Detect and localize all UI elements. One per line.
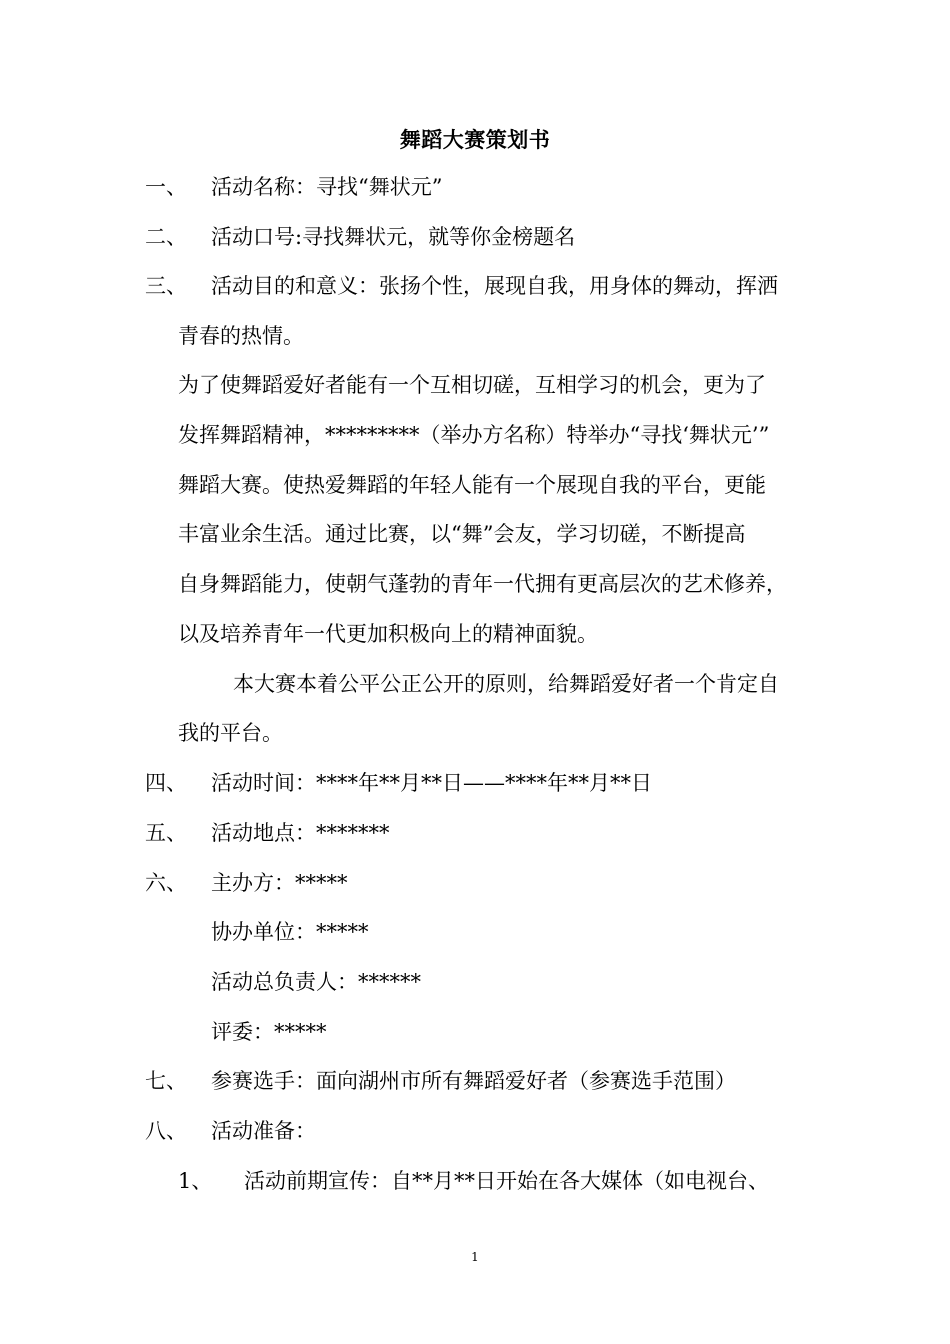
section-text-4: 活动时间：****年**月**日——****年**月**日 [211,771,652,795]
section-number-7: 七、 [145,1069,187,1093]
paragraph-1-line-4: 丰富业余生活。通过比赛，以“舞”会友，学习切磋，不断提高 [178,522,746,546]
section-6-item-1: 协办单位：***** [211,920,369,944]
section-text-6: 主办方：***** [211,871,348,895]
page-number: 1 [471,1250,479,1264]
document-title: 舞蹈大赛策划书 [399,127,551,152]
paragraph-1-line-3: 舞蹈大赛。使热爱舞蹈的年轻人能有一个展现自我的平台，更能 [178,473,766,497]
section-text-2: 活动口号:寻找舞状元，就等你金榜题名 [211,225,576,249]
section-text-7: 参赛选手：面向湖州市所有舞蹈爱好者（参赛选手范围） [211,1069,736,1093]
section-number-8: 八、 [145,1119,187,1143]
section-number-4: 四、 [145,771,187,795]
section-number-2: 二、 [145,225,187,249]
paragraph-2-line-2: 我的平台。 [178,721,283,745]
section-3-continuation: 青春的热情。 [178,324,304,348]
section-number-1: 一、 [145,175,187,199]
section-text-8: 活动准备： [211,1119,316,1143]
section-6-item-3: 评委：***** [211,1020,327,1044]
section-text-1: 活动名称：寻找“舞状元” [211,175,443,199]
paragraph-1-line-6: 以及培养青年一代更加积极向上的精神面貌。 [178,622,598,646]
section-text-3: 活动目的和意义：张扬个性，展现自我，用身体的舞动，挥洒 [211,274,778,298]
section-number-3: 三、 [145,274,187,298]
paragraph-1-line-5: 自身舞蹈能力，使朝气蓬勃的青年一代拥有更高层次的艺术修养， [178,572,787,596]
section-6-item-2: 活动总负责人：****** [211,970,421,994]
section-number-5: 五、 [145,821,187,845]
subsection-text-1: 活动前期宣传：自**月**日开始在各大媒体（如电视台、 [244,1169,769,1193]
section-number-6: 六、 [145,871,187,895]
paragraph-1-line-1: 为了使舞蹈爱好者能有一个互相切磋，互相学习的机会，更为了 [178,373,766,397]
paragraph-2-line-1: 本大赛本着公平公正公开的原则，给舞蹈爱好者一个肯定自 [233,672,779,696]
section-text-5: 活动地点：******* [211,821,390,845]
subsection-number-1: 1、 [178,1169,213,1193]
paragraph-1-line-2: 发挥舞蹈精神，*********（举办方名称）特举办“寻找‘舞状元’” [178,423,770,447]
